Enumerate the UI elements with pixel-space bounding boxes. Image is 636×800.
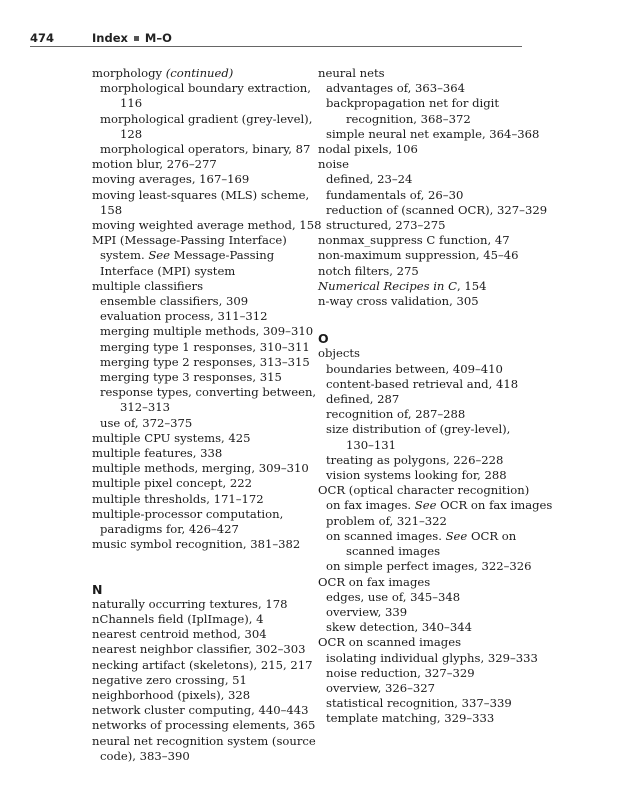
- index-entry: moving least-squares (MLS) scheme,: [92, 187, 310, 202]
- index-entry: negative zero crossing, 51: [92, 672, 247, 687]
- index-entry: MPI (Message-Passing Interface): [92, 233, 287, 248]
- header-range: M–O: [144, 31, 172, 45]
- index-entry: non-maximum suppression, 45–46: [318, 248, 519, 263]
- index-entry: multiple-processor computation,: [92, 506, 284, 521]
- index-subentry: skew detection, 340–344: [326, 620, 472, 635]
- index-entry: neural net recognition system (source: [92, 733, 316, 748]
- index-entry-continuation: 158: [100, 202, 123, 217]
- index-subentry-continuation: 130–131: [346, 437, 397, 452]
- index-entry: moving averages, 167–169: [92, 172, 250, 187]
- index-subentry: merging type 3 responses, 315: [100, 370, 282, 385]
- running-header: [30, 31, 522, 47]
- index-subentry: use of, 372–375: [100, 415, 193, 430]
- index-entry: network cluster computing, 440–443: [92, 703, 309, 718]
- header-rule: [30, 46, 522, 47]
- index-subentry: defined, 23–24: [326, 172, 413, 187]
- section-gap: [318, 309, 528, 331]
- index-entry: neighborhood (pixels), 328: [92, 687, 251, 702]
- index-entry: Numerical Recipes in C, 154: [318, 278, 487, 293]
- index-subentry: statistical recognition, 337–339: [326, 696, 512, 711]
- index-entry: nodal pixels, 106: [318, 142, 418, 157]
- index-subentry: simple neural net example, 364–368: [326, 126, 540, 141]
- index-entry: networks of processing elements, 365: [92, 718, 316, 733]
- index-entry: nChannels field (IplImage), 4: [92, 611, 264, 626]
- index-subentry: on simple perfect images, 322–326: [326, 559, 532, 574]
- index-subentry: defined, 287: [326, 392, 400, 407]
- index-subentry: on fax images. See OCR on fax images: [326, 498, 553, 513]
- index-subentry: template matching, 329–333: [326, 711, 495, 726]
- index-subentry: recognition of, 287–288: [326, 407, 466, 422]
- index-subentry: problem of, 321–322: [326, 513, 447, 528]
- index-entry: OCR on fax images: [318, 574, 431, 589]
- index-entry: morphology (continued): [92, 66, 234, 80]
- index-entry: multiple classifiers: [92, 278, 204, 293]
- index-entry: motion blur, 276–277: [92, 157, 217, 172]
- index-subentry: content-based retrieval and, 418: [326, 376, 519, 391]
- index-entry: naturally occurring textures, 178: [92, 596, 288, 611]
- index-subentry: overview, 326–327: [326, 680, 436, 695]
- index-subentry: fundamentals of, 26–30: [326, 187, 464, 202]
- index-subentry: noise reduction, 327–329: [326, 665, 475, 680]
- index-subentry: structured, 273–275: [326, 218, 446, 233]
- index-entry: neural nets: [318, 66, 385, 80]
- index-subentry: merging type 1 responses, 310–311: [100, 339, 310, 354]
- index-entry: n-way cross validation, 305: [318, 294, 479, 309]
- index-subentry: morphological gradient (grey-level),: [100, 111, 313, 126]
- index-subentry: on scanned images. See OCR on: [326, 528, 517, 543]
- section-letter-n: N: [92, 581, 103, 597]
- index-entry: multiple pixel concept, 222: [92, 476, 253, 491]
- index-column-left: [92, 66, 322, 764]
- index-entry: music symbol recognition, 381–382: [92, 537, 301, 552]
- index-subentry: morphological boundary extraction,: [100, 81, 311, 96]
- index-entry-continuation: Interface (MPI) system: [100, 263, 236, 278]
- header-separator-icon: [134, 36, 139, 41]
- index-subentry: merging multiple methods, 309–310: [100, 324, 314, 339]
- index-entry: multiple thresholds, 171–172: [92, 491, 264, 506]
- section-gap: [92, 553, 302, 582]
- index-subentry: evaluation process, 311–312: [100, 309, 268, 324]
- index-entry: objects: [318, 346, 360, 361]
- index-entry: moving weighted average method, 158: [92, 218, 322, 233]
- index-column-right: [318, 66, 553, 727]
- index-subentry: advantages of, 363–364: [326, 81, 466, 96]
- index-subentry: backpropagation net for digit: [326, 96, 500, 111]
- index-subentry-continuation: scanned images: [346, 544, 441, 559]
- section-letter-o: O: [318, 331, 329, 347]
- index-entry: OCR on scanned images: [318, 635, 462, 650]
- index-subentry: ensemble classifiers, 309: [100, 294, 249, 309]
- index-subentry-continuation: 128: [120, 126, 143, 141]
- index-entry: necking artifact (skeletons), 215, 217: [92, 657, 313, 672]
- index-entry: multiple methods, merging, 309–310: [92, 461, 309, 476]
- index-subentry: response types, converting between,: [100, 385, 317, 400]
- index-entry: multiple CPU systems, 425: [92, 430, 251, 445]
- index-entry: noise: [318, 157, 349, 172]
- index-subentry-continuation: recognition, 368–372: [346, 111, 471, 126]
- index-subentry-continuation: 116: [120, 96, 143, 111]
- header-title: [92, 31, 172, 45]
- index-subentry: overview, 339: [326, 604, 408, 619]
- index-entry: multiple features, 338: [92, 446, 223, 461]
- index-entry: notch filters, 275: [318, 263, 419, 278]
- index-subentry: morphological operators, binary, 87: [100, 142, 311, 157]
- header-section: Index: [92, 31, 128, 45]
- index-subentry: size distribution of (grey-level),: [326, 422, 511, 437]
- index-subentry: isolating individual glyphs, 329–333: [326, 650, 538, 665]
- index-entry: nearest neighbor classifier, 302–303: [92, 642, 306, 657]
- index-subentry-continuation: 312–313: [120, 400, 171, 415]
- index-entry: nonmax_suppress C function, 47: [318, 233, 510, 248]
- index-subentry: vision systems looking for, 288: [326, 468, 507, 483]
- index-subentry: boundaries between, 409–410: [326, 361, 503, 376]
- index-entry-continuation: paradigms for, 426–427: [100, 522, 239, 537]
- page-number: 474: [30, 31, 55, 45]
- index-subentry: edges, use of, 345–348: [326, 589, 461, 604]
- index-subentry: reduction of (scanned OCR), 327–329: [326, 202, 548, 217]
- index-entry: nearest centroid method, 304: [92, 627, 267, 642]
- index-entry-continuation: system. See Message-Passing: [100, 248, 275, 263]
- index-entry-continuation: code), 383–390: [100, 748, 190, 763]
- index-subentry: merging type 2 responses, 313–315: [100, 354, 310, 369]
- index-subentry: treating as polygons, 226–228: [326, 452, 504, 467]
- index-entry: OCR (optical character recognition): [318, 483, 530, 498]
